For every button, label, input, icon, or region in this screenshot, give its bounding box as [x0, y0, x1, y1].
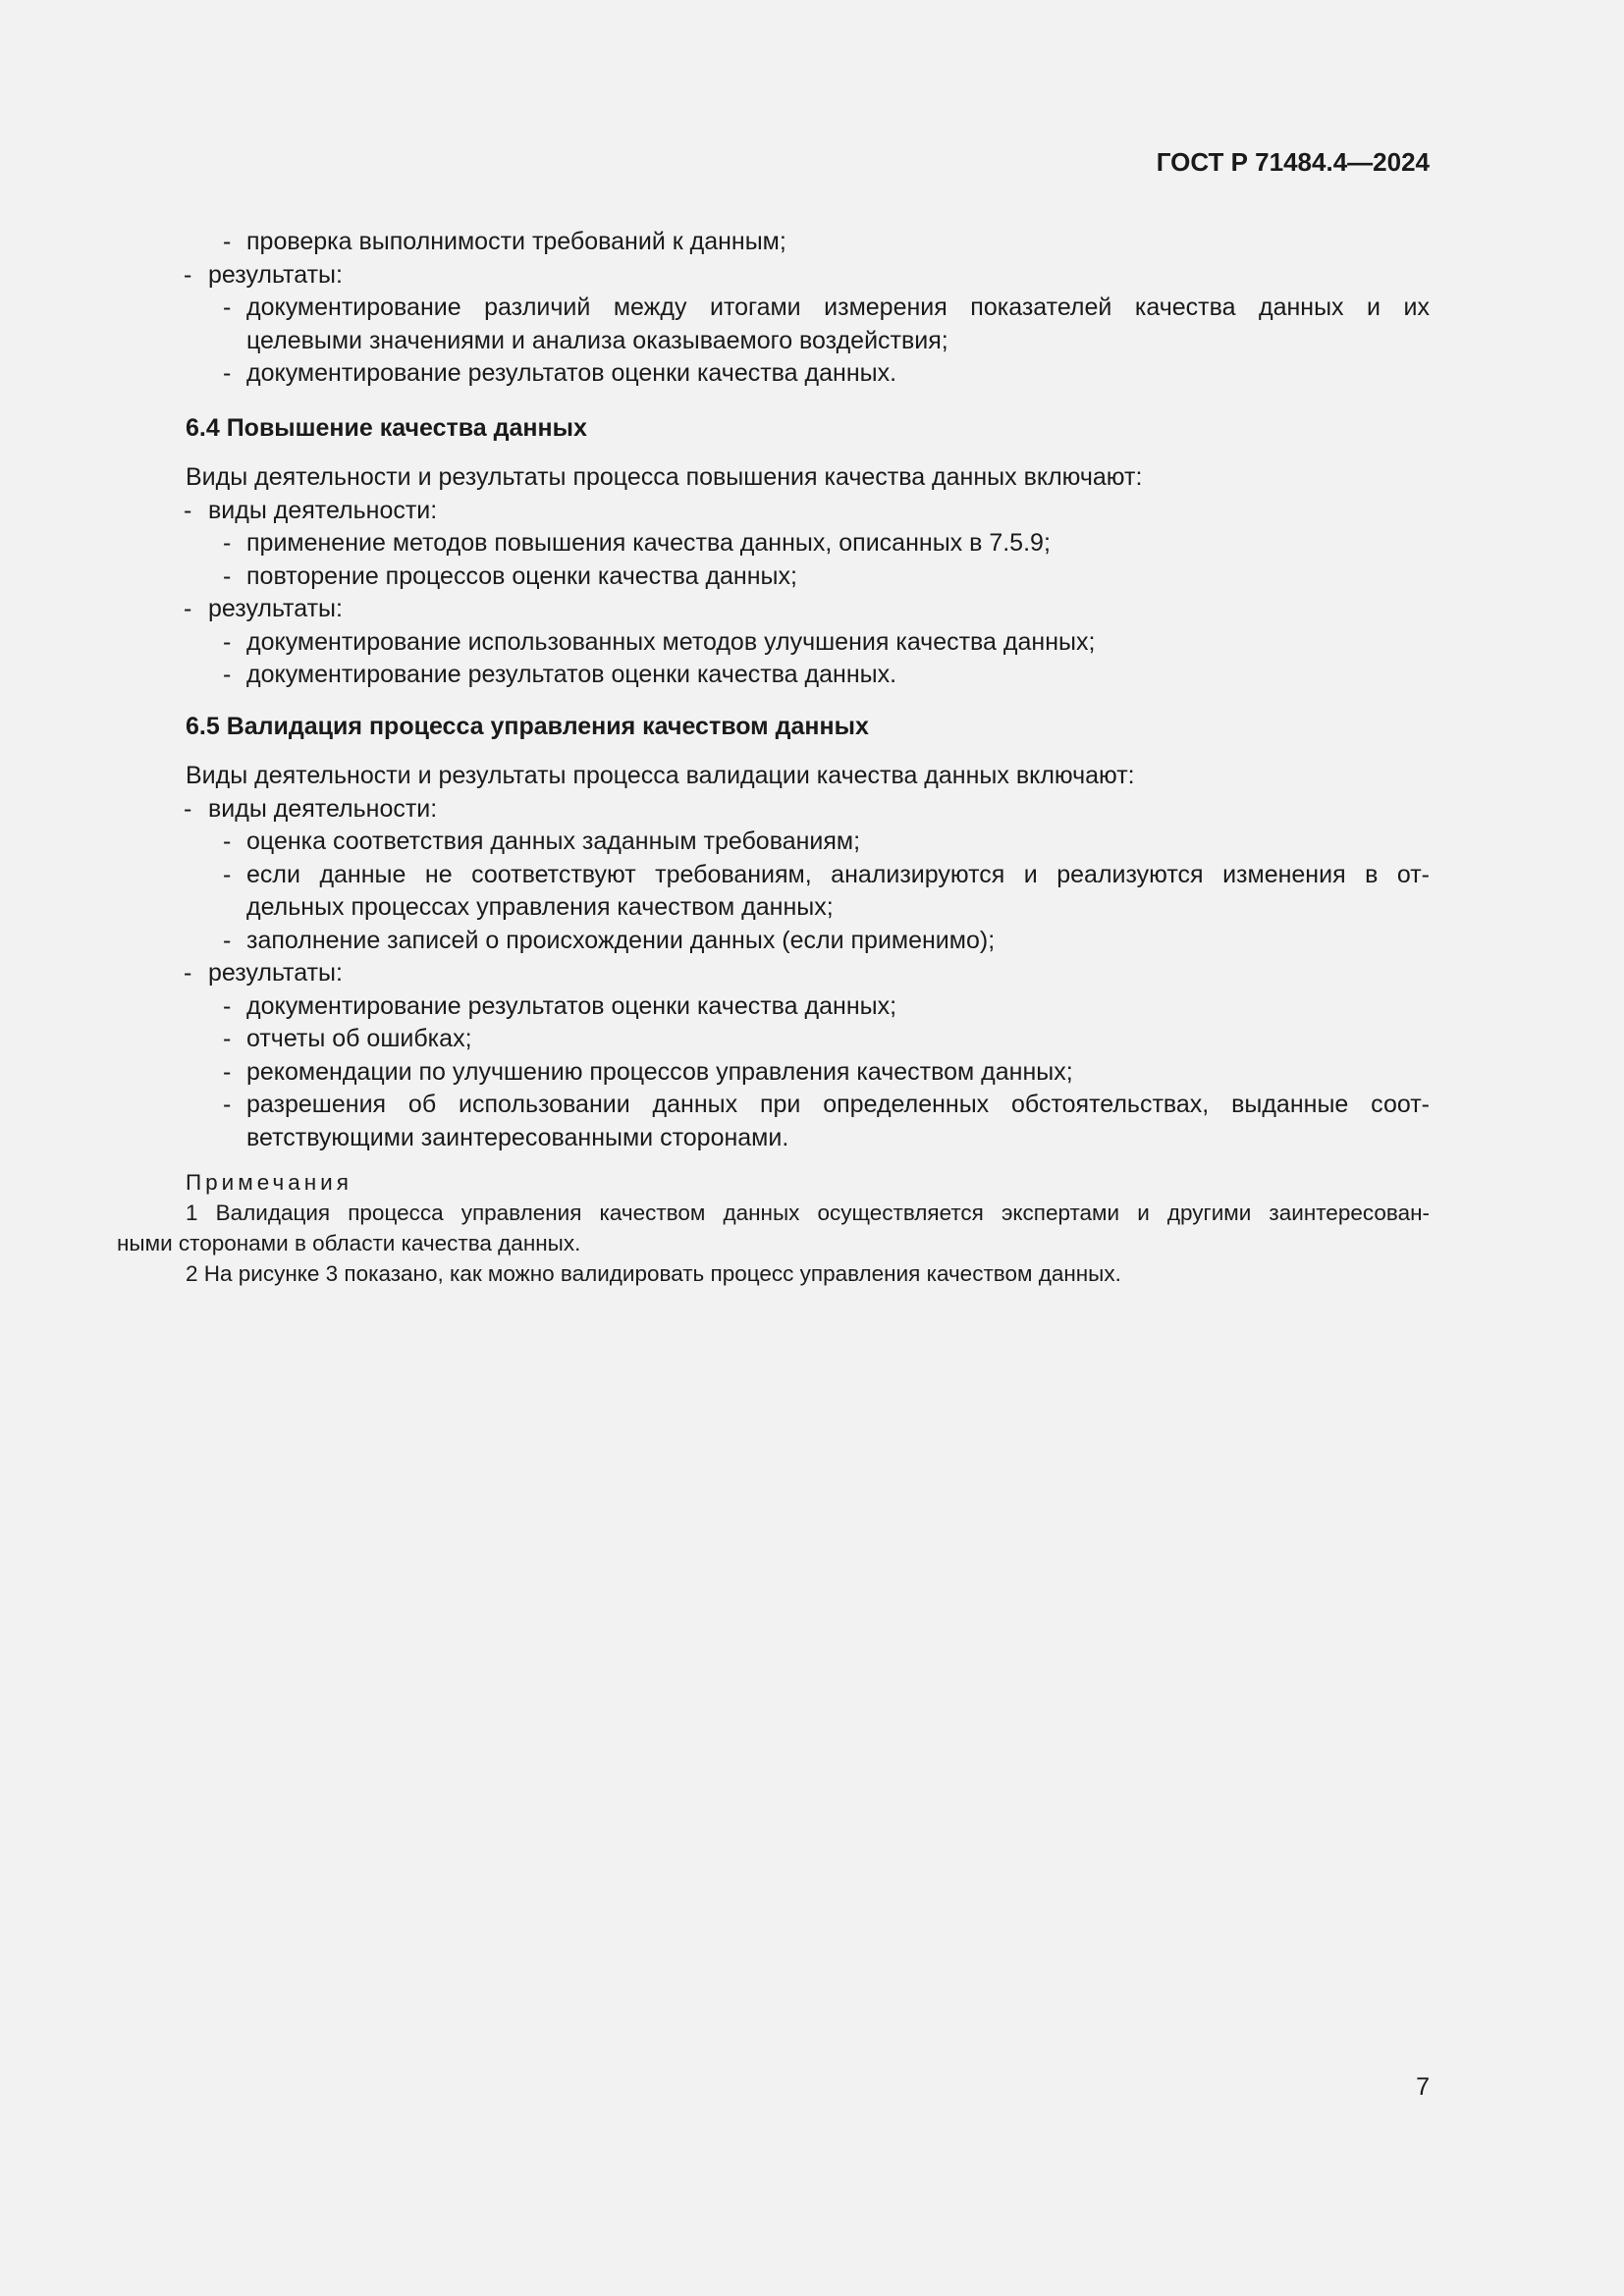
note-text: 1 Валидация процесса управления качеством данных осуществляется экспертами и другими заинтересован- [186, 1201, 1430, 1225]
list-item [0, 793, 1624, 827]
section-6-4-body [0, 461, 1624, 692]
item-text: ветствующими заинтересованными сторонами. [246, 1123, 789, 1151]
dash: - [223, 860, 232, 888]
list-item [0, 626, 1624, 660]
block-continuation [0, 226, 1624, 391]
dash: - [223, 661, 232, 688]
note-1-continuation [0, 1228, 1624, 1258]
dash: - [184, 794, 192, 823]
notes-heading [0, 1167, 1624, 1198]
section-heading-6-4: 6.4 Повышение качества данных [186, 414, 587, 442]
dash: - [223, 228, 232, 255]
item-text: документирование результатов оценки качества данных. [246, 661, 897, 688]
dash: - [223, 359, 232, 387]
item-text: если данные не соответствуют требованиям, анализируются и реализуются изменения в от- [246, 860, 1430, 888]
dash: - [184, 959, 192, 987]
paragraph-text: Виды деятельности и результаты процесса повышения качества данных включают: [186, 463, 1143, 491]
paragraph-text: Виды деятельности и результаты процесса валидации качества данных включают: [186, 762, 1135, 789]
dash: - [223, 294, 232, 321]
item-text: документирование использованных методов улучшения качества данных; [246, 627, 1096, 656]
list-item [0, 357, 1624, 391]
dash: - [223, 828, 232, 855]
item-text: виды деятельности: [208, 496, 438, 524]
document-code: ГОСТ Р 71484.4—2024 [1156, 147, 1430, 177]
paragraph [0, 760, 1624, 793]
item-text: разрешения об использовании данных при определенных обстоятельствах, выданные соот- [246, 1091, 1430, 1118]
dash: - [184, 595, 192, 622]
item-text: результаты: [208, 260, 343, 289]
list-item [0, 1056, 1624, 1090]
item-text: виды деятельности: [208, 794, 438, 823]
notes-heading-text: Примечания [186, 1170, 352, 1195]
dash: - [223, 627, 232, 656]
item-text: документирование различий между итогами измерения показателей качества данных и их [246, 294, 1430, 321]
list-item [0, 495, 1624, 528]
dash: - [223, 561, 232, 590]
list-item [0, 1089, 1624, 1122]
item-text: документирование результатов оценки качества данных. [246, 359, 897, 387]
note-text: 2 На рисунке 3 показано, как можно валидировать процесс управления качеством данных. [186, 1261, 1121, 1286]
item-text: применение методов повышения качества данных, описанных в 7.5.9; [246, 529, 1051, 557]
item-text: рекомендации по улучшению процессов управления качеством данных; [246, 1057, 1073, 1086]
note-1 [0, 1198, 1624, 1228]
note-2 [0, 1258, 1624, 1289]
item-text: оценка соответствия данных заданным требованиям; [246, 828, 861, 855]
list-item [0, 659, 1624, 692]
list-item-continuation [0, 1122, 1624, 1155]
dash: - [223, 1025, 232, 1052]
item-text: дельных процессах управления качеством данных; [246, 893, 834, 921]
section-heading-6-5: 6.5 Валидация процесса управления качеством данных [186, 713, 869, 740]
notes [0, 1167, 1624, 1289]
list-item [0, 527, 1624, 561]
dash: - [223, 529, 232, 557]
list-item [0, 859, 1624, 892]
list-item [0, 292, 1624, 325]
list-item [0, 226, 1624, 259]
item-text: проверка выполнимости требований к данным; [246, 228, 786, 255]
item-text: заполнение записей о происхождении данных (если применимо); [246, 926, 996, 954]
list-item-continuation [0, 891, 1624, 925]
list-item [0, 990, 1624, 1024]
dash: - [184, 496, 192, 524]
item-text: повторение процессов оценки качества данных; [246, 561, 797, 590]
note-text: ными сторонами в области качества данных. [117, 1231, 581, 1255]
dash: - [223, 1091, 232, 1118]
list-item [0, 259, 1624, 293]
list-item [0, 925, 1624, 958]
list-item [0, 1023, 1624, 1056]
list-item [0, 561, 1624, 594]
list-item [0, 826, 1624, 859]
list-item [0, 957, 1624, 990]
item-text: документирование результатов оценки качества данных; [246, 991, 897, 1020]
page-number: 7 [1416, 2073, 1430, 2101]
dash: - [223, 991, 232, 1020]
paragraph [0, 461, 1624, 495]
list-item-continuation [0, 325, 1624, 358]
dash: - [223, 1057, 232, 1086]
item-text: отчеты об ошибках; [246, 1025, 472, 1052]
item-text: целевыми значениями и анализа оказываемого воздействия; [246, 326, 948, 354]
item-text: результаты: [208, 595, 343, 622]
list-item [0, 593, 1624, 626]
dash: - [223, 926, 232, 954]
dash: - [184, 260, 192, 289]
section-6-5-body [0, 760, 1624, 1154]
item-text: результаты: [208, 959, 343, 987]
